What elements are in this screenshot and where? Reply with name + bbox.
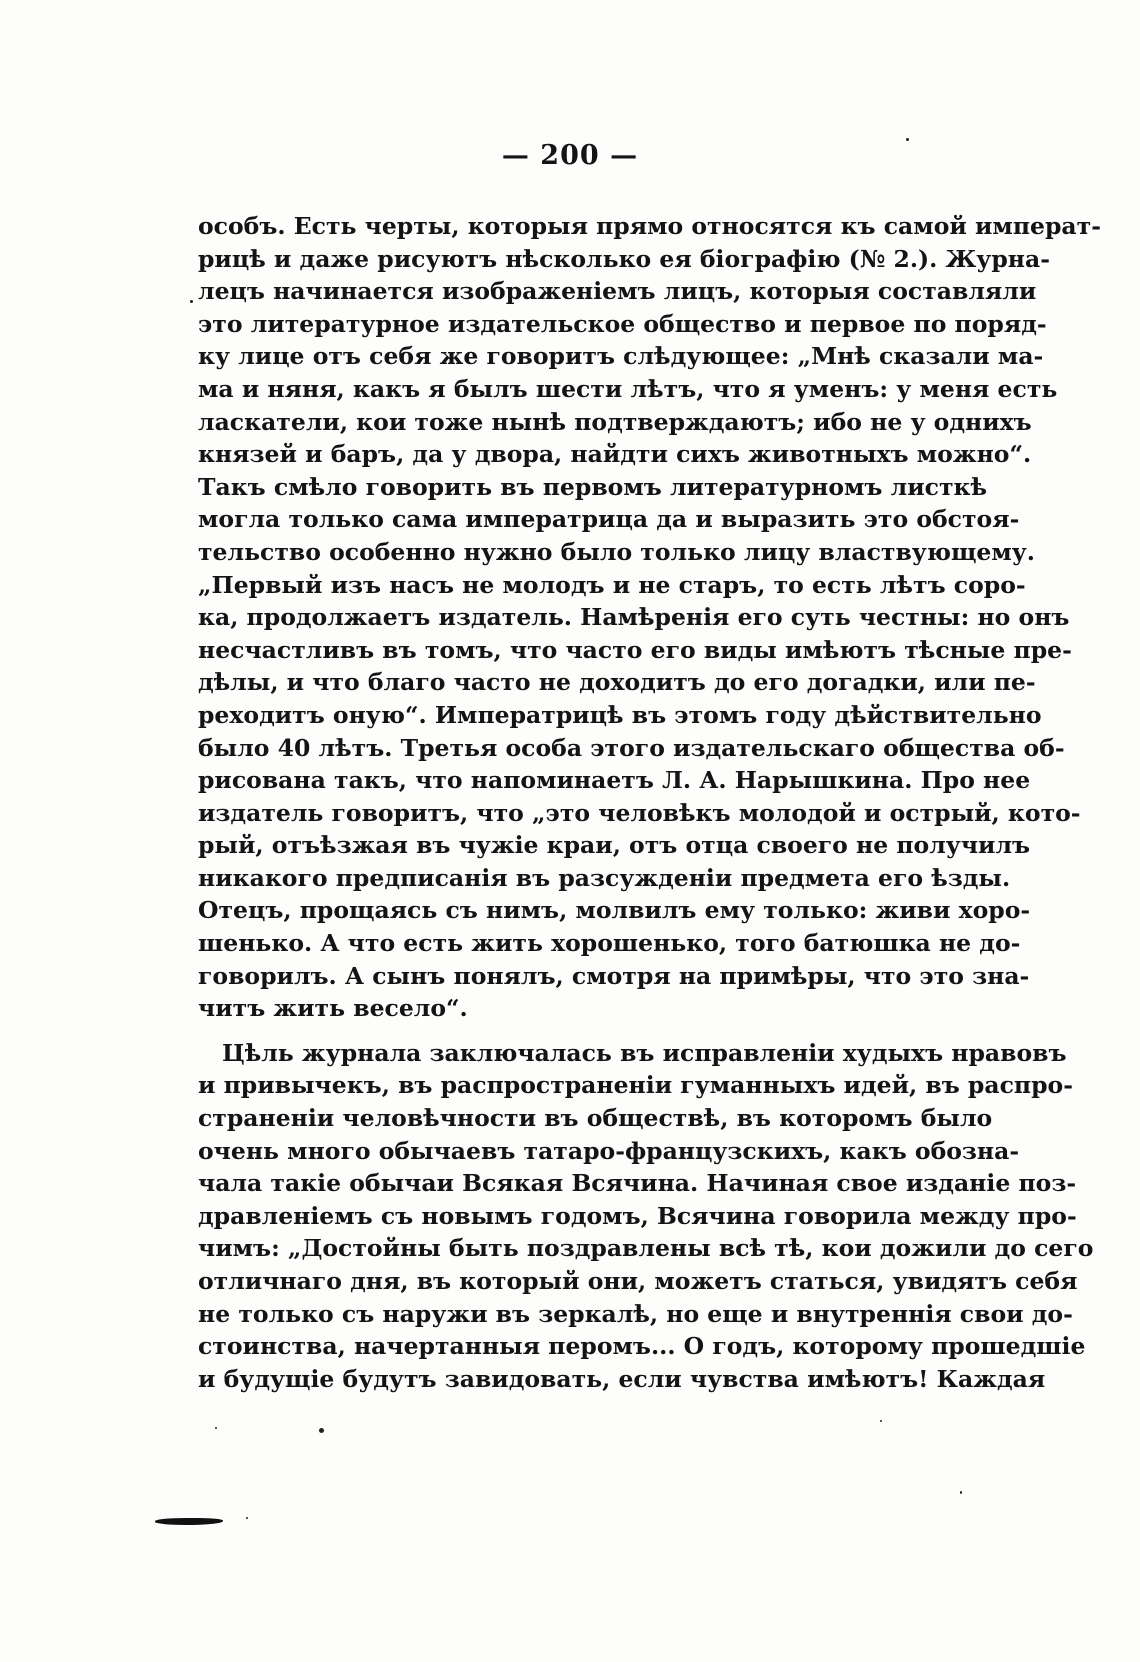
text-line: чимъ: „Достойны быть поздравлены всѣ тѣ, кои дожили до сего — [198, 1234, 1094, 1263]
scan-speck — [880, 1420, 882, 1422]
scan-speck — [319, 1428, 324, 1433]
text-line: читъ жить весело“. — [198, 994, 468, 1023]
text-line: ма и няня, какъ я былъ шести лѣтъ, что я уменъ: у меня есть — [198, 374, 1058, 403]
text-line: ка, продолжаетъ издатель. Намѣренія его суть честны: но онъ — [198, 603, 1070, 632]
text-line: Отецъ, прощаясь съ нимъ, молвилъ ему только: живи хоро- — [198, 896, 1031, 925]
scan-speck — [906, 138, 909, 141]
text-line: стоинства, начертанныя перомъ... О годъ, которому прошедшіе — [198, 1332, 1086, 1361]
text-line: рый, отъѣзжая въ чужіе краи, отъ отца своего не получилъ — [198, 831, 1031, 860]
scan-speck — [246, 1517, 248, 1519]
text-line: реходитъ оную“. Императрицѣ въ этомъ году дѣйствительно — [198, 700, 1042, 729]
text-line: князей и баръ, да у двора, найдти сихъ животныхъ можно“. — [198, 440, 1032, 469]
body-text — [198, 210, 1101, 1395]
text-line: говорилъ. А сынъ понялъ, смотря на примѣры, что это зна- — [198, 961, 1030, 990]
text-line: чала такіе обычаи Всякая Всячина. Начиная свое изданіе поз- — [198, 1169, 1077, 1198]
ink-smudge — [155, 1518, 223, 1525]
text-line: дѣлы, и что благо часто не доходитъ до его догадки, или пе- — [198, 668, 1036, 697]
text-line: „Первый изъ насъ не молодъ и не старъ, то есть лѣтъ соро- — [198, 570, 1026, 599]
text-line: это литературное издательское общество и первое по поряд- — [198, 309, 1047, 338]
text-line: не только съ наружи въ зеркалѣ, но еще и внутреннія свои до- — [198, 1299, 1073, 1328]
text-line: лецъ начинается изображеніемъ лицъ, которыя составляли — [198, 277, 1037, 306]
scan-speck — [960, 1491, 962, 1494]
text-line: тельство особенно нужно было только лицу властвующему. — [198, 537, 1035, 566]
text-line: ласкатели, кои тоже нынѣ подтверждаютъ; ибо не у однихъ — [198, 407, 1032, 436]
text-line: дравленіемъ съ новымъ годомъ, Всячина говорила между про- — [198, 1201, 1077, 1230]
text-line: ку лице отъ себя же говоритъ слѣдующее: „Мнѣ сказали ма- — [198, 342, 1044, 371]
text-line: Такъ смѣло говорить въ первомъ литературномъ листкѣ — [198, 472, 988, 501]
text-line: особъ. Есть черты, которыя прямо относятся къ самой императ- — [198, 212, 1101, 240]
text-line: и будущіе будутъ завидовать, если чувства имѣютъ! Каждая — [198, 1364, 1046, 1393]
text-line: рисована такъ, что напоминаетъ Л. А. Нарышкина. Про нее — [198, 766, 1031, 795]
scan-speck — [215, 1427, 217, 1429]
text-line: шенько. А что есть жить хорошенько, того батюшка не до- — [198, 929, 1021, 958]
text-line: издатель говоритъ, что „это человѣкъ молодой и острый, кото- — [198, 798, 1081, 827]
text-line: рицѣ и даже рисуютъ нѣсколько ея біографію (№ 2.). Журна- — [198, 244, 1050, 273]
paragraph-2 — [198, 1037, 1094, 1396]
text-line: очень много обычаевъ татаро-французскихъ, какъ обозна- — [198, 1136, 1020, 1165]
paragraph-gap — [198, 1025, 934, 1037]
scan-speck — [190, 300, 193, 303]
text-line: несчастливъ въ томъ, что часто его виды имѣютъ тѣсные пре- — [198, 635, 1072, 664]
text-line: никакого предписанія въ разсужденіи предмета его ѣзды. — [198, 863, 1011, 892]
text-line: Цѣль журнала заключалась въ исправленіи худыхъ нравовъ — [222, 1038, 1067, 1067]
text-line: отличнаго дня, въ который они, можетъ статься, увидятъ себя — [198, 1267, 1078, 1295]
text-line: страненіи человѣчности въ обществѣ, въ которомъ было — [198, 1104, 993, 1133]
text-line: могла только сама императрица да и выразить это обстоя- — [198, 505, 1020, 534]
text-line: и привычекъ, въ распространеніи гуманныхъ идей, въ распро- — [198, 1071, 1073, 1100]
paragraph-1 — [198, 210, 1101, 1025]
page-number: — 200 — — [501, 140, 639, 171]
text-line: было 40 лѣтъ. Третья особа этого издательскаго общества об- — [198, 733, 1065, 762]
